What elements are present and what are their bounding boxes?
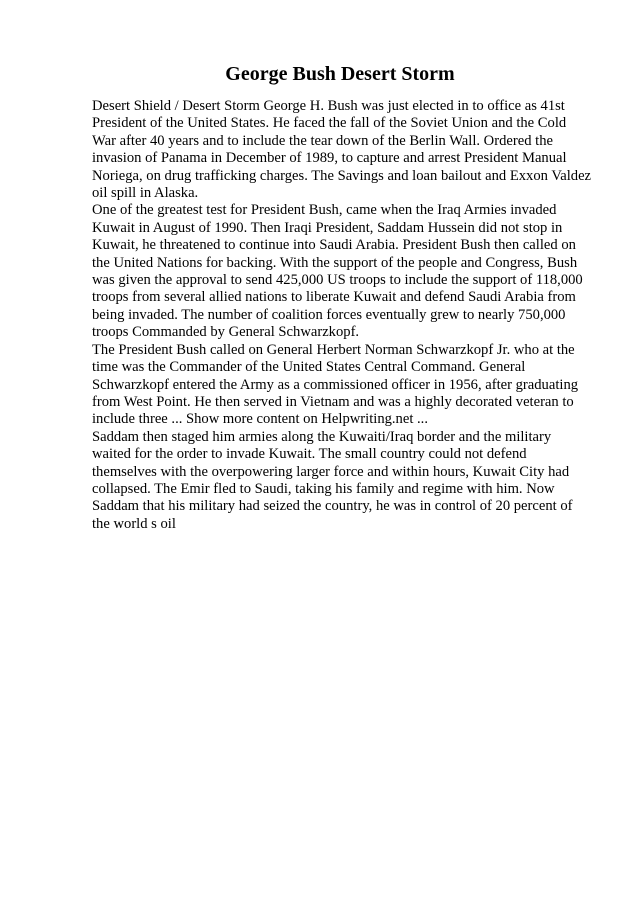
document-body [92, 98, 592, 533]
paragraph-4: Saddam then staged him armies along the Kuwaiti/Iraq border and the military waited for the order to invade Kuwait. The small country could not defend themselves with the overpowering larger force and within hours, Kuwait City had collapsed. The Emir fled to Saudi, taking his family and regime with him. Now Saddam that his military had seized the country, he was in control of 20 percent of the world s oil [92, 428, 573, 532]
document-title: George Bush Desert Storm [225, 63, 455, 85]
paragraph-1: Desert Shield / Desert Storm George H. Bush was just elected in to office as 41st President of the United States. He faced the fall of the Soviet Union and the Cold War after 40 years and to include the tear down of the Berlin Wall. Ordered the invasion of Panama in December of 1989, to capture and arrest President Manual Noriega, on drug trafficking charges. The Savings and loan bailout and Exxon Valdez oil spill in Alaska. [92, 98, 592, 202]
paragraph-3: The President Bush called on General Herbert Norman Schwarzkopf Jr. who at the time was the Commander of the United States Central Command. General Schwarzkopf entered the Army as a commissioned officer in 1956, after graduating from West Point. He then served in Vietnam and was a highly decorated veteran to include three ... Show more content on Helpwriting.net ... [92, 341, 579, 428]
paragraph-2: One of the greatest test for President Bush, came when the Iraq Armies invaded Kuwait in August of 1990. Then Iraqi President, Saddam Hussein did not stop in Kuwait, he threatened to continue into Saudi Arabia. President Bush then called on the United Nations for backing. With the support of the people and Congress, Bush was given the approval to send 425,000 US troops to include the support of 118,000 troops from several allied nations to liberate Kuwait and defend Saudi Arabia from being invaded. The number of coalition forces eventually grew to nearly 750,000 troops Commanded by General Schwarzkopf. [92, 202, 583, 341]
